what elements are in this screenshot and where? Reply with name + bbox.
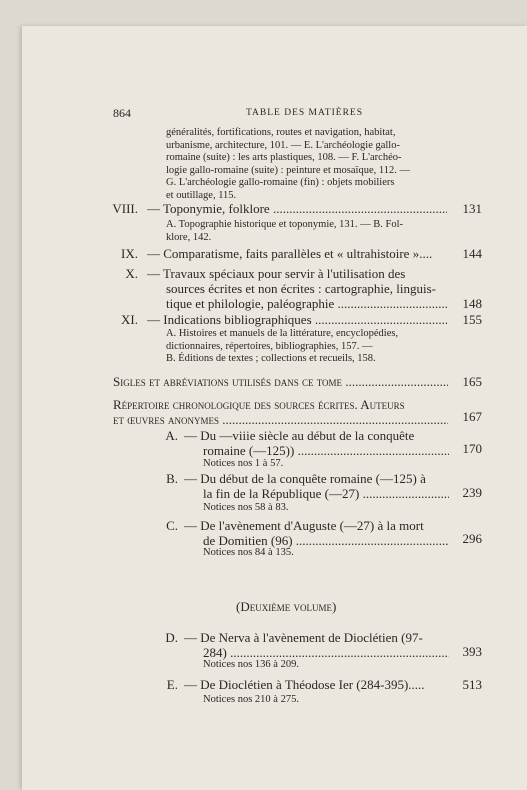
volume-heading: (Deuxième volume)	[236, 599, 337, 614]
page-number: 864	[113, 106, 131, 120]
repertoire-page: 167	[462, 409, 482, 424]
entry-page: 513	[462, 677, 482, 692]
section-number: X.	[125, 266, 138, 281]
entry-page: 170	[462, 441, 482, 456]
title-line: — Du début de la conquête romaine (—125) à	[184, 471, 426, 486]
note-line: et outillage, 115.	[166, 189, 237, 201]
entry-letter: E.	[166, 677, 178, 692]
section-number: VIII.	[112, 201, 138, 216]
section-note	[166, 328, 450, 366]
note-line: G. L'archéologie gallo-romaine (fin) : objets mobiliers	[166, 177, 395, 188]
section-number: XI.	[121, 312, 138, 327]
entry-title	[184, 518, 449, 548]
title-line: de Domitien (96) .....	[184, 533, 449, 548]
section-note	[166, 219, 450, 244]
entry-title	[184, 428, 449, 458]
entry-page: 239	[462, 485, 482, 500]
entry-title: — De Dioclétien à Théodose Ier (284-395).....	[184, 677, 425, 692]
entry-notices: Notices nos 136 à 209.	[203, 659, 299, 670]
title-line: tique et philologie, paléographie .....	[147, 296, 447, 311]
note-line: romaine (suite) : les arts plastiques, 108. — F. L'archéo-	[166, 152, 402, 163]
repertoire-entry	[113, 397, 448, 427]
title-line: — Du —viiie siècle au début de la conquête	[184, 428, 415, 443]
note-line: klore, 142.	[166, 231, 212, 243]
sigles-page: 165	[462, 374, 482, 389]
note-line: A. Topographie historique et toponymie, 131. — B. Fol-	[166, 219, 404, 230]
title-line: — Travaux spéciaux pour servir à l'utilisation des	[147, 266, 406, 281]
title-line: Répertoire chronologique des sources écrites. Auteurs	[113, 397, 405, 412]
entry-letter: B.	[166, 471, 178, 486]
entry-notices: Notices nos 210 à 275.	[203, 694, 299, 705]
title-line: — De Nerva à l'avènement de Dioclétien (97-	[184, 630, 423, 645]
entry-notices: Notices nos 84 à 135.	[203, 547, 294, 558]
entry-page: 393	[462, 644, 482, 659]
section-page: 144	[462, 246, 482, 261]
section-title: — Toponymie, folklore .....	[147, 201, 447, 216]
note-line: urbanisme, architecture, 101. — E. L'archéologie gallo-	[166, 139, 400, 151]
entry-notices: Notices nos 1 à 57.	[203, 458, 284, 469]
title-line: et œuvres anonymes .....	[113, 412, 448, 427]
title-line: — De l'avènement d'Auguste (—27) à la mort	[184, 518, 424, 533]
continuation-note	[166, 127, 450, 202]
entry-notices: Notices nos 58 à 83.	[203, 502, 289, 513]
section-title: — Comparatisme, faits parallèles et « ultrahistoire »....	[147, 246, 433, 261]
title-line: 284) .....	[184, 645, 449, 660]
note-line: A. Histoires et manuels de la littérature, encyclopédies,	[166, 328, 399, 339]
title-line: romaine (—125)) .....	[184, 443, 449, 458]
entry-page: 296	[462, 531, 482, 546]
entry-letter: A.	[165, 428, 178, 443]
section-page: 148	[462, 296, 482, 311]
title-line: sources écrites et non écrites : cartographie, linguis-	[166, 281, 437, 296]
entry-letter: D.	[165, 630, 178, 645]
note-line: généralités, fortifications, routes et navigation, habitat,	[166, 127, 396, 138]
section-title: — Indications bibliographiques .....	[147, 312, 447, 327]
entry-letter: C.	[166, 518, 178, 533]
section-page: 155	[462, 312, 482, 327]
entry-title	[184, 630, 449, 660]
sigles-entry: Sigles et abréviations utilisés dans ce tome .....	[113, 374, 448, 389]
section-page: 131	[462, 201, 482, 216]
title-line: la fin de la République (—27) .....	[184, 486, 449, 501]
running-title: TABLE DES MATIÈRES	[246, 108, 363, 118]
note-line: dictionnaires, répertoires, bibliographies, 157. —	[166, 340, 373, 352]
note-line: B. Éditions de textes ; collections et recueils, 158.	[166, 353, 376, 364]
note-line: logie gallo-romaine (suite) : peinture et mosaïque, 112. —	[166, 164, 410, 176]
section-title	[147, 266, 447, 311]
section-number: IX.	[121, 246, 138, 261]
entry-title	[184, 471, 449, 501]
